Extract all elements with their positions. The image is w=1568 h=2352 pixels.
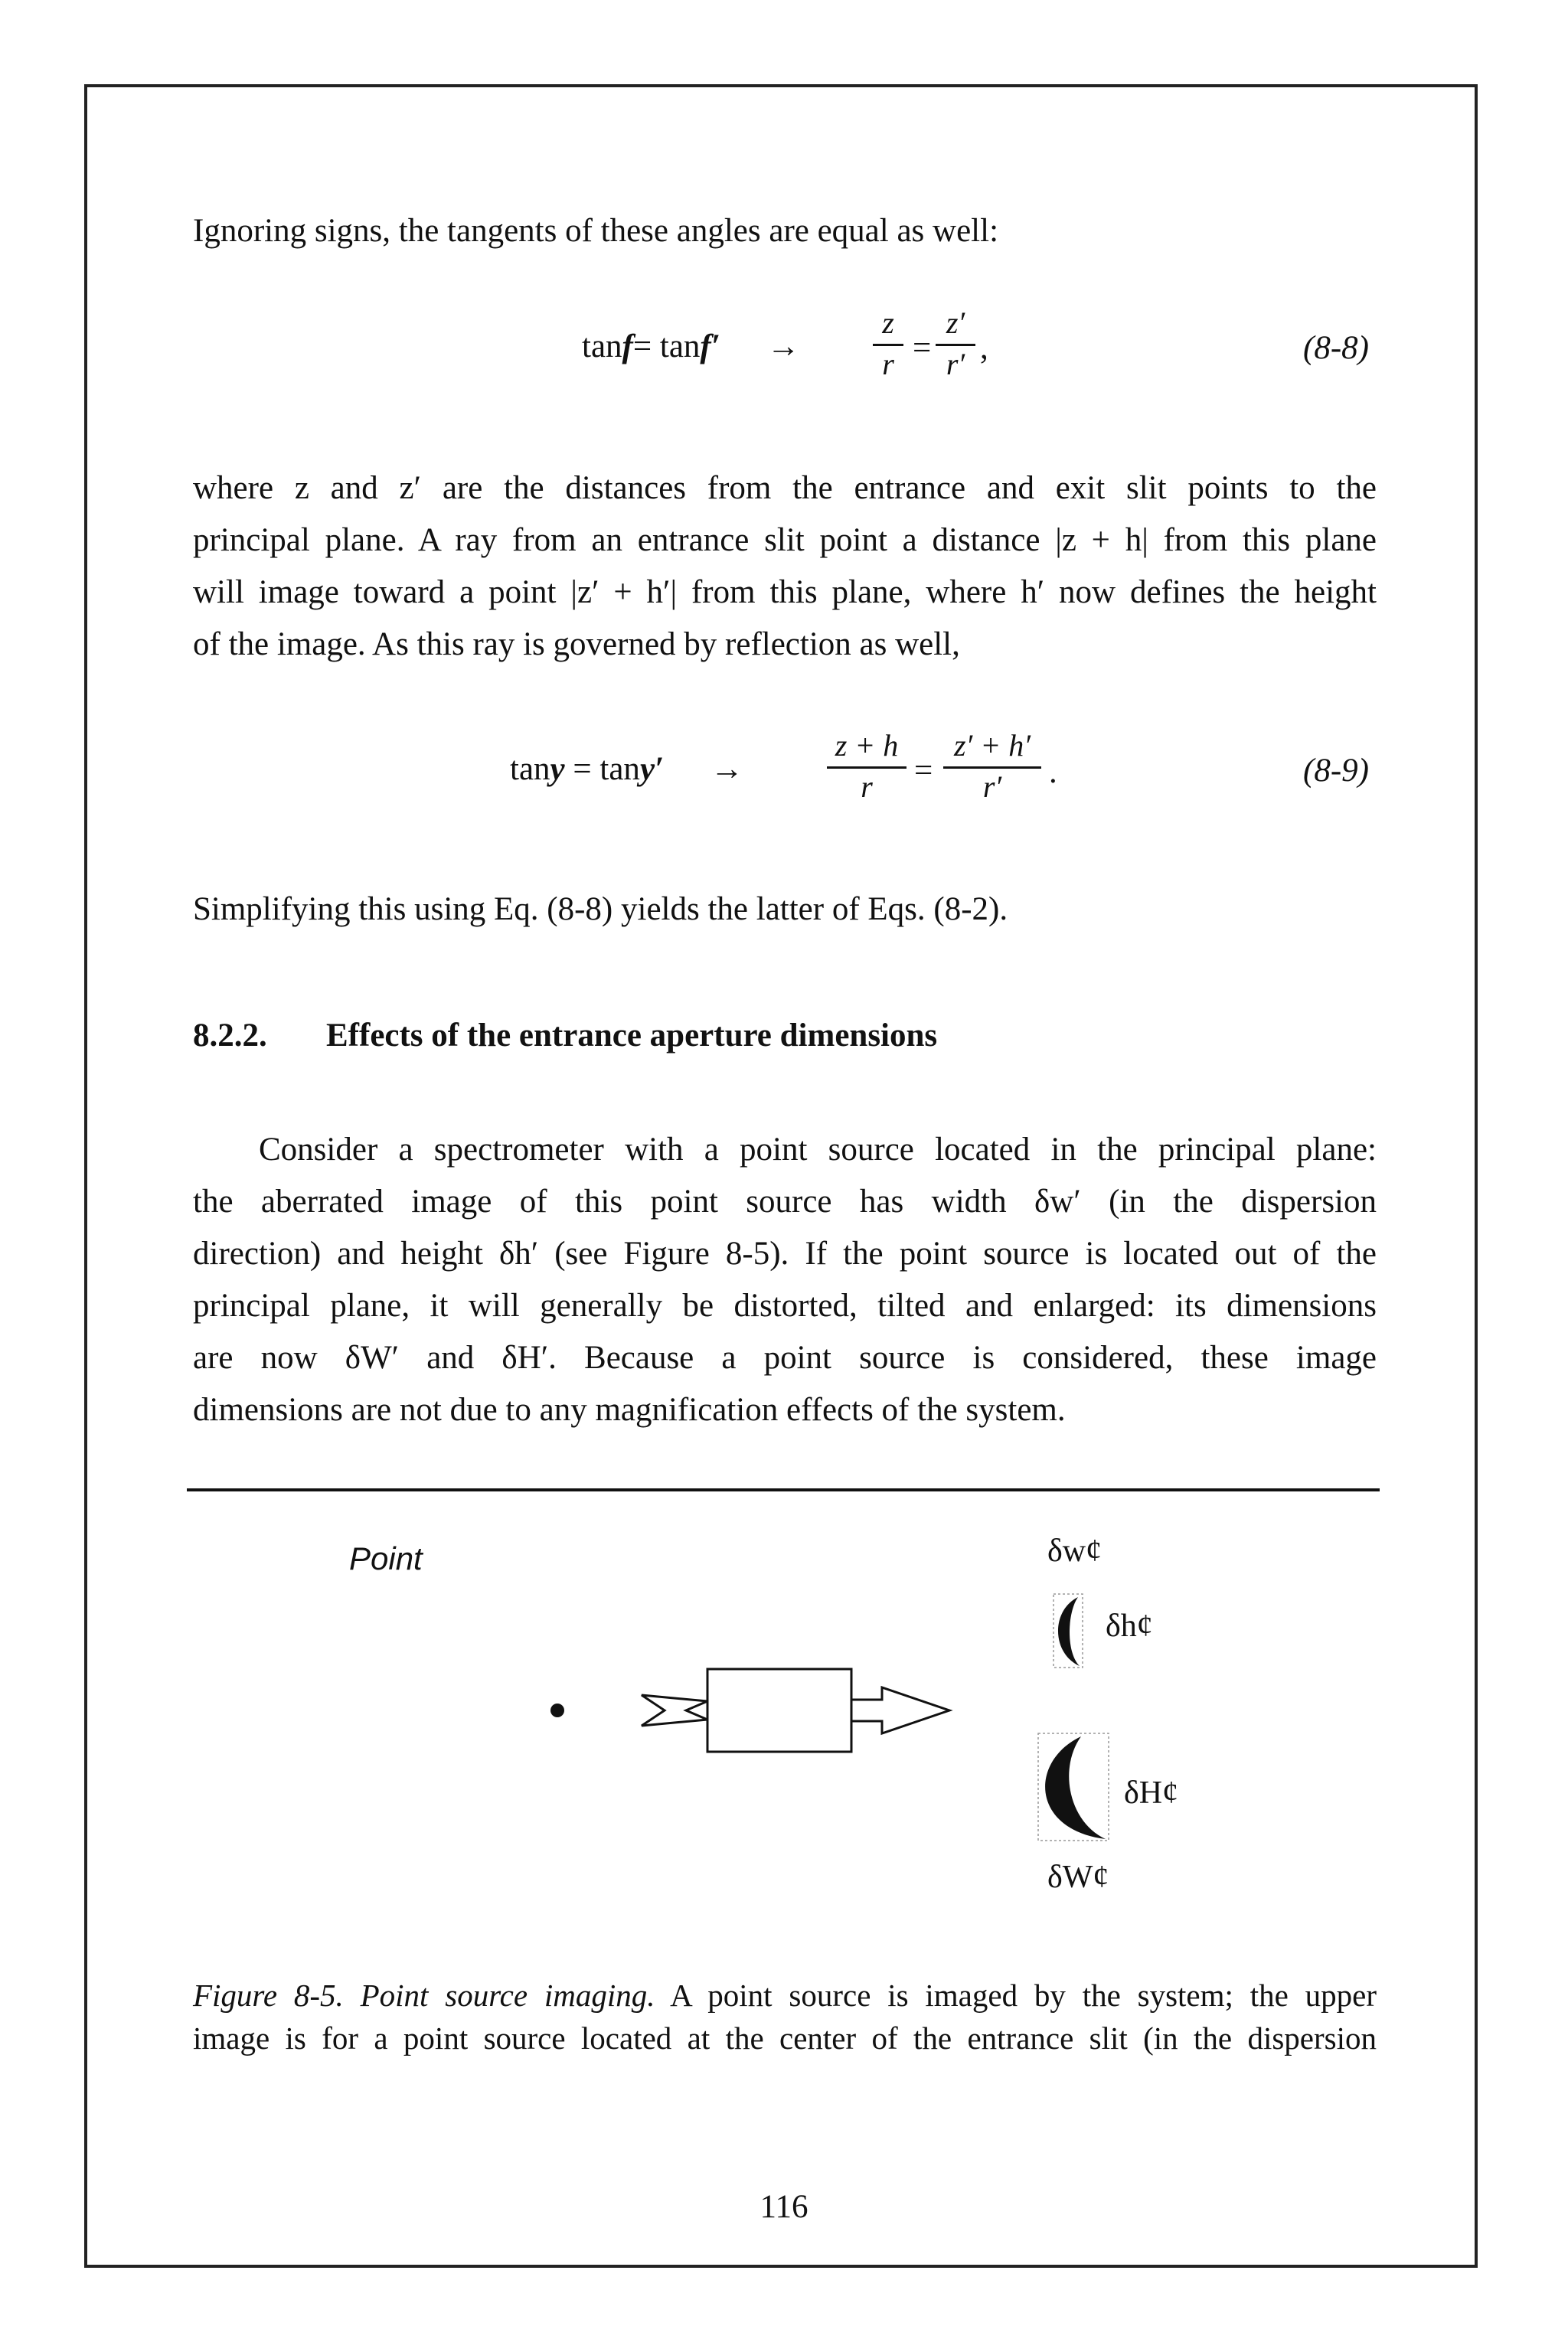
caption-lead: Figure 8-5. Point source imaging. bbox=[193, 1978, 655, 2013]
paragraph-line: direction) and height δh′ (see Figure 8-5). If the point source is located out of the bbox=[193, 1236, 1377, 1272]
paragraph-aperture bbox=[193, 1124, 1377, 1436]
paragraph-line: where z and z′ are the distances from the entrance and exit slit points to the bbox=[193, 470, 1377, 506]
eq1-fraction-right: z′ r′ bbox=[936, 305, 975, 382]
figure-caption bbox=[193, 1974, 1377, 2060]
section-number: 8.2.2. bbox=[193, 1018, 267, 1054]
height-small-label: δh¢ bbox=[1106, 1609, 1153, 1644]
intro-line: Ignoring signs, the tangents of these angles are equal as well: bbox=[193, 213, 999, 249]
paragraph-distances bbox=[193, 462, 1377, 671]
equation-number-8-9: (8-9) bbox=[1303, 753, 1369, 789]
paragraph-line: are now δW′ and δH′. Because a point source is considered, these image bbox=[193, 1340, 1377, 1376]
simplify-line: Simplifying this using Eq. (8-8) yields the latter of Eqs. (8-2). bbox=[193, 891, 1008, 927]
caption-line: image is for a point source located at the center of the entrance slit (in the dispersion bbox=[193, 2020, 1377, 2056]
equation-8-9: tany = tany′ → bbox=[510, 751, 743, 787]
point-label: Point bbox=[349, 1540, 423, 1576]
height-large-label: δH¢ bbox=[1124, 1775, 1179, 1811]
figure-top-rule bbox=[187, 1488, 1380, 1491]
eq1-comma: , bbox=[980, 330, 988, 366]
eq2-fraction-right: z′ + h′ r′ bbox=[943, 727, 1041, 805]
paragraph-line: principal plane, it will generally be distorted, tilted and enlarged: its dimensions bbox=[193, 1288, 1377, 1324]
equation-number-8-8: (8-8) bbox=[1303, 330, 1369, 366]
equation-8-8: tanf= tanf′ → bbox=[582, 328, 800, 364]
paragraph-line: the aberrated image of this point source has width δw′ (in the dispersion bbox=[193, 1184, 1377, 1220]
eq1-equals: = bbox=[913, 330, 932, 366]
eq2-equals: = bbox=[914, 753, 933, 789]
page-number: 116 bbox=[760, 2189, 808, 2225]
width-small-label: δw¢ bbox=[1047, 1534, 1102, 1569]
paragraph-line: of the image. As this ray is governed by reflection as well, bbox=[193, 626, 960, 662]
section-title: Effects of the entrance aperture dimensions bbox=[326, 1018, 938, 1054]
paragraph-line: will image toward a point |z′ + h′| from this plane, where h′ now defines the height bbox=[193, 574, 1377, 610]
paragraph-line: Consider a spectrometer with a point source located in the principal plane: bbox=[259, 1132, 1377, 1168]
eq2-fraction-left: z + h r bbox=[827, 727, 906, 805]
eq1-fraction-left: z r bbox=[873, 305, 903, 382]
paragraph-line: principal plane. A ray from an entrance slit point a distance |z + h| from this plane bbox=[193, 522, 1377, 558]
caption-line: Figure 8-5. Point source imaging. A point source is imaged by the system; the upper bbox=[193, 1978, 1377, 2013]
eq2-period: . bbox=[1049, 754, 1057, 790]
section-heading bbox=[193, 1017, 937, 1054]
width-large-label: δW¢ bbox=[1047, 1860, 1109, 1895]
paragraph-line: dimensions are not due to any magnification effects of the system. bbox=[193, 1392, 1066, 1428]
